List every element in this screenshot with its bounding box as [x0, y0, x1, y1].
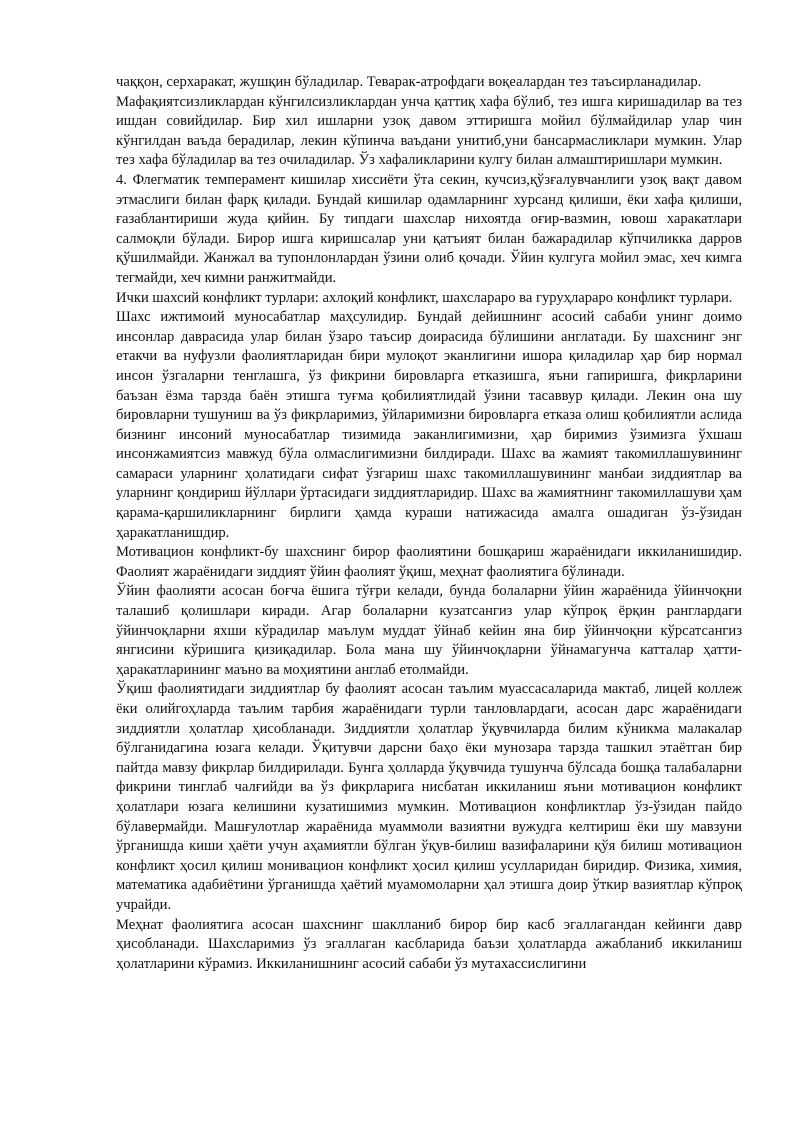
paragraph: Мафақиятсизликлардан кўнгилсизликлардан унча қаттиқ хафа бўлиб, тез ишга киришадилар ва тез ишдан совийдилар. Бир хил ишларни узоқ давом эттиришга мойил бўлмайдилар улар чин кўнгилдан ваъда берадилар, лекин кўпинча ваъдани унитиб,уни бансармасликлари мумкин. Улар тез хафа бўладилар ва тез очиладилар. Ўз хафаликларини кулгу билан алмаштиришлари мумкин. — [116, 93, 742, 169]
paragraph: Шахс ижтимоий муносабатлар маҳсулидир. Бундай дейишнинг асосий сабаби унинг доимо инсонлар даврасида улар билан ўзаро таъсир доирасида бўлишини англатади. Бу шахснинг энг етакчи ва нуфузли фаолиятларидан бири мулоқот эканлигини ишора қиладилар ҳар бир нормал инсон ўзгаларни тенглашга, ўз фикрини бировларга етказишга, яъни гапиришга, фикрларини баъзан ёзма тарзда баён этишга туғма қобилиятлидай ўзини тасаввур қилади. Лекин она шу бировларни тушуниш ва ўз фикрларимиз, ўйларимизни бировларга етказа олиш қобилиятли аслида бизнинг инсоний муносабатлар тизимида эаканлигимизни, ҳар биримиз ўзимизга ўхшаш инсонжамиятсиз мавжуд бўла олмаслигимизни билдиради. Шахс ва жамият такомиллашувининг самараси уларнинг ҳолатидаги сифат ўзгариш шахс такомиллашувининг манбаи зиддиятлар ва уларнинг қондириш йўллари ўртасидаги зиддиятларидир. Шахс ва жамиятнинг такомиллашуви ҳам қарама-қаршиликларнинг бирлиги ҳамда кураши натижасида амалга ошадиган ўз-ўзидан ҳаракатланишдир. — [116, 309, 742, 541]
paragraph: Ички шахсий конфликт турлари: ахлоқий конфликт, шахслараро ва гуруҳлараро конфликт турлари. — [116, 289, 733, 306]
paragraph: чаққон, серхаракат, жушқин бўладилар. Теварак-атрофдаги воқеалардан тез таъсирланадилар. — [116, 74, 702, 90]
paragraph: Ўйин фаолияти асосан боғча ёшига тўғри келади, бунда болаларни ўйин жараёнида ўйинчоқни талашиб қолишлари киради. Агар болаларни кузатсангиз улар кўпроқ ёрқин ранглардаги ўйинчоқларни яхши кўрадилар маълум муддат ўйнаб кейин яна бир ўйинчоқни кўрсатсангиз янгисини кўришига қизиқадилар. Бола мана шу ўйинчоқларни ўйнамагунча катталар ҳатти-ҳаракатларининг маъно ва моҳиятини англаб етолмайди. — [116, 583, 742, 678]
paragraph: Меҳнат фаолиятига асосан шахснинг шаклланиб бирор бир касб эгаллагандан кейинги давр ҳисобланади. Шахсларимиз ўз эгаллаган касбларида баъзи ҳолатларда ажабланиб иккиланиш ҳолатларини кўрамиз. Иккиланишнинг асосий сабаби ўз мутахассислигини — [116, 916, 742, 972]
paragraph: 4. Флегматик темперамент кишилар хиссиёти ўта секин, кучсиз,қўзғалувчанлиги узоқ вақт давом этмаслиги билан фарқ қилади. Бундай кишилар одамларнинг хурсанд қилиши, ёки хафа қилиши, ғазаблантириши жуда қийин. Бу типдаги шахслар нихоятда оғир-вазмин, ювош харакатлари салмоқли бўлади. Бирор ишга киришсалар уни қатъият билан бажарадилар кўпчиликка дарров қўшилмайди. Жанжал ва тупонлонлардан ўзини олиб қочади. Ўйин кулгуга мойил эмас, хеч кимга тегмайди, хеч кимни ранжитмайди. — [116, 171, 742, 286]
paragraph: Мотивацион конфликт-бу шахснинг бирор фаолиятини бошқариш жараёнидаги иккиланишидир. Фаолият жараёнидаги зиддият ўйин фаолият ўқиш, меҳнат фаолиятига бўлинади. — [116, 544, 742, 580]
paragraph: Ўқиш фаолиятидаги зиддиятлар бу фаолият асосан таълим муассасаларида мактаб, лицей коллеж ёки олийгоҳларда таълим тарбия жараёнидаги турли танловлардаги, асосан дарс жараёнидаги зиддиятли ҳолатлар ҳисобланади. Зиддиятли ҳолатлар ўқувчиларда билим кўникма малакалар бўлганидагина юзага келади. Ўқитувчи дарсни баҳо ёки мунозара тарзда ташкил этаётган бир пайтда мавзу фикрлар билдирилади. Бунга ҳолларда ўқувчида тушунча бўлсада бошқа талабаларни фикрини тинглаб чалғийди ва ўз фикрларига нисбатан иккиланиш яъни мотивацион конфликт ҳолатлари юзага келишини кузатишимиз мумкин. Мотивацион конфликтлар ўз-ўзидан пайдо бўлавермайди. Машғулотлар жараёнида муаммоли вазиятни вужудга келтириш ёки шу мавзуни ўрганишда киши ҳаёти учун аҳамиятли бўлган ўқув-билиш вазифаларини қўя билиш мотивацион конфликт ҳосил қилиш монивацион конфликт ҳосил қилиш усулларидан биридир. Физика, химия, математика адабиётини ўрганишда ҳаётий муамомоларни ҳал этишга доир ўткир вазиятлар кўпроқ учрайди. — [116, 681, 742, 913]
document-page — [116, 73, 742, 974]
